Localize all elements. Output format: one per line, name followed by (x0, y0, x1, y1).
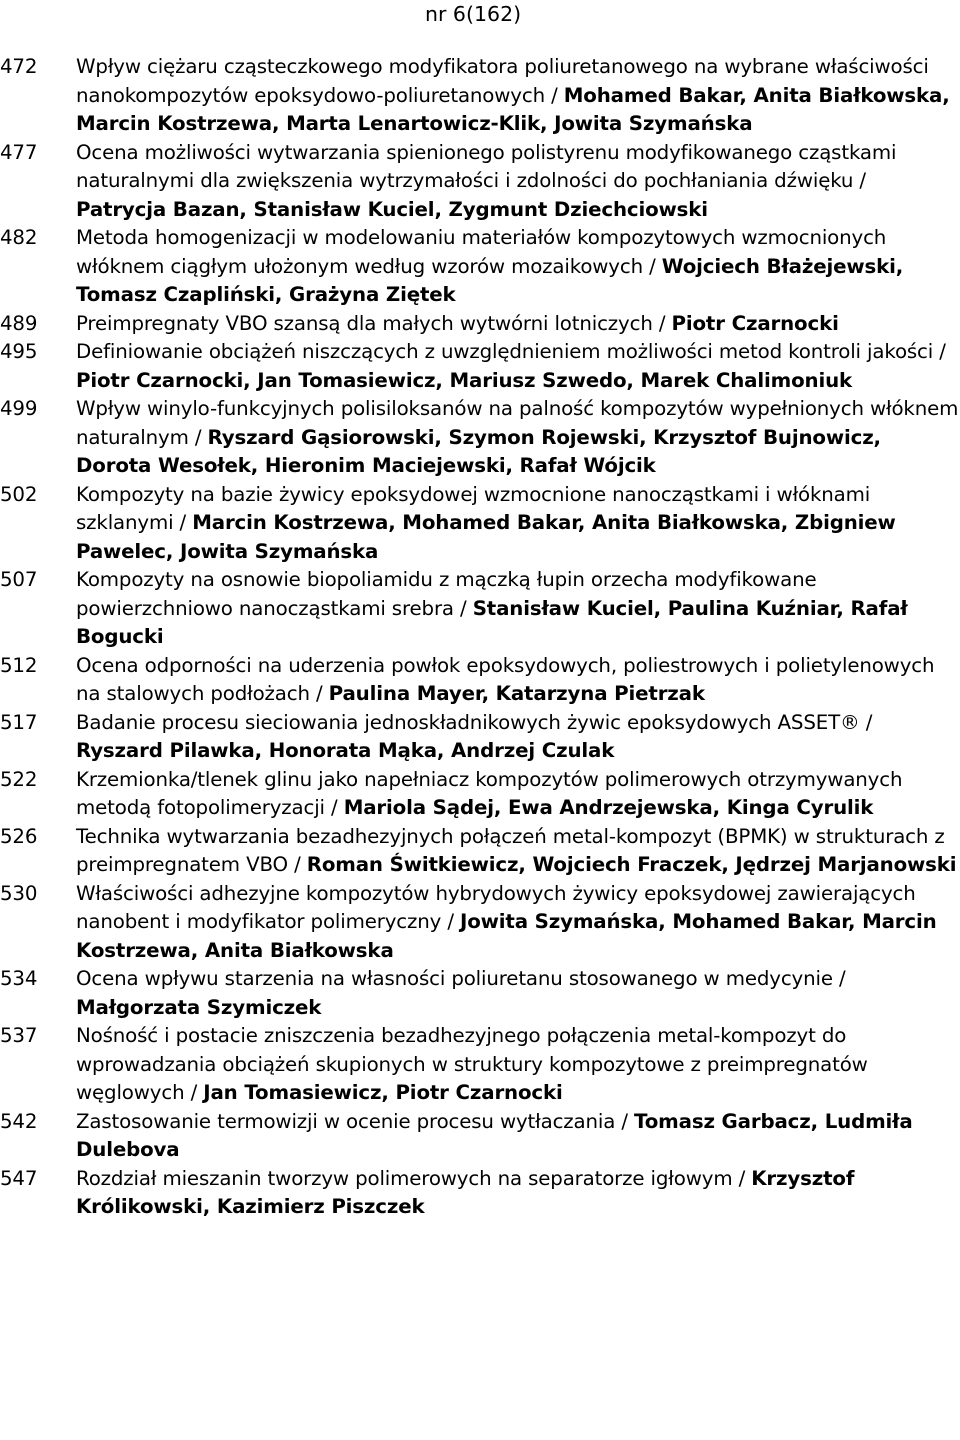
article-title: Wpływ winylo-funkcyjnych polisiloksanów na palność kompozytów wypełnionych włóknem naturalnym (76, 397, 959, 449)
page-number: 502 (0, 482, 38, 506)
toc-entry[interactable] (0, 481, 960, 567)
entry-text: Definiowanie obciążeń niszczących z uwzględnieniem możliwości metod kontroli jakości / Piotr Czarnocki, Jan Tomasiewicz, Mariusz Szwedo, Marek Chalimoniuk (76, 340, 946, 392)
article-title: Rozdział mieszanin tworzyw polimerowych na separatorze igłowym (76, 1166, 733, 1190)
article-authors: Krzysztof Królikowski, Kazimierz Piszczek (76, 1166, 855, 1218)
article-title: Badanie procesu sieciowania jednoskładnikowych żywic epoksydowych ASSET® (76, 710, 860, 734)
entry-text: Kompozyty na osnowie biopoliamidu z mączką łupin orzecha modyfikowane powierzchniowo nanocząstkami srebra / Stanisław Kuciel, Paulina Kuźniar, Rafał Bogucki (76, 568, 908, 648)
article-title: Kompozyty na bazie żywicy epoksydowej wzmocnione nanocząstkami i włóknami szklanymi (76, 482, 871, 534)
article-title: Technika wytwarzania bezadhezyjnych połączeń metal-kompozyt (BPMK) w strukturach z preimpregnatem VBO (76, 824, 945, 876)
entry-text: Ocena odporności na uderzenia powłok epoksydowych, poliestrowych i polietylenowych na stalowych podłożach / Paulina Mayer, Katarzyna Pietrzak (76, 653, 935, 705)
page-number: 489 (0, 311, 38, 335)
issue-number: nr 6(162) (425, 2, 522, 26)
page-number: 512 (0, 653, 38, 677)
entry-text: Technika wytwarzania bezadhezyjnych połączeń metal-kompozyt (BPMK) w strukturach z preimpregnatem VBO / Roman Świtkiewicz, Wojciech Fraczek, Jędrzej Marjanowski (76, 824, 957, 876)
entry-text: Ocena możliwości wytwarzania spienionego polistyrenu modyfikowanego cząstkami naturalnymi dla zwiększenia wytrzymałości i zdolności do pochłaniania dźwięku / Patrycja Bazan, Stanisław Kuciel, Zygmunt Dziechciowski (76, 140, 897, 221)
table-of-contents (0, 53, 960, 1222)
entry-text: Kompozyty na bazie żywicy epoksydowej wzmocnione nanocząstkami i włóknami szklanymi / Marcin Kostrzewa, Mohamed Bakar, Anita Białkowska, Zbigniew Pawelec, Jowita Szymańska (76, 482, 896, 563)
article-title: Metoda homogenizacji w modelowaniu materiałów kompozytowych wzmocnionych włóknem ciągłym ułożonym według wzorów mozaikowych (76, 226, 887, 278)
entry-text: Metoda homogenizacji w modelowaniu materiałów kompozytowych wzmocnionych włóknem ciągłym ułożonym według wzorów mozaikowych / Wojciech Błażejewski, Tomasz Czapliński, Grażyna Ziętek (76, 226, 904, 306)
article-title: Wpływ ciężaru cząsteczkowego modyfikatora poliuretanowego na wybrane właściwości nanokompozytów epoksydowo-poliuretanowych (76, 55, 929, 107)
toc-entry[interactable] (0, 1108, 960, 1165)
article-authors: Tomasz Garbacz, Ludmiła Dulebova (76, 1109, 913, 1161)
toc-entry[interactable] (0, 139, 960, 225)
toc-entry[interactable] (0, 338, 960, 395)
article-authors: Wojciech Błażejewski, Tomasz Czapliński, Grażyna Ziętek (76, 254, 904, 306)
article-authors: Jan Tomasiewicz, Piotr Czarnocki (203, 1081, 563, 1104)
article-authors: Patrycja Bazan, Stanisław Kuciel, Zygmunt Dziechciowski (76, 197, 708, 221)
page-header (0, 0, 960, 30)
article-authors: Mohamed Bakar, Anita Białkowska, Marcin Kostrzewa, Marta Lenartowicz-Klik, Jowita Szymańska (76, 83, 950, 135)
article-authors: Małgorzata Szymiczek (76, 995, 322, 1019)
page-number: 530 (0, 881, 38, 905)
page-number: 534 (0, 967, 38, 990)
article-title: Nośność i postacie zniszczenia bezadhezyjnego połączenia metal-kompozyt do wprowadzania obciążeń skupionych w struktury kompozytowe z preimpregnatów węglowych (76, 1024, 868, 1104)
entry-text: Rozdział mieszanin tworzyw polimerowych na separatorze igłowym / Krzysztof Królikowski, Kazimierz Piszczek (76, 1166, 855, 1218)
article-authors: Mariola Sądej, Ewa Andrzejewska, Kinga Cyrulik (343, 796, 874, 819)
page-number: 537 (0, 1024, 38, 1047)
article-title: Ocena wpływu starzenia na własności poliuretanu stosowanego w medycynie (76, 967, 833, 990)
page-number: 526 (0, 824, 38, 848)
article-authors: Stanisław Kuciel, Paulina Kuźniar, Rafał Bogucki (76, 596, 908, 648)
entry-text: Krzemionka/tlenek glinu jako napełniacz kompozytów polimerowych otrzymywanych metodą fotopolimeryzacji / Mariola Sądej, Ewa Andrzejewska, Kinga Cyrulik (76, 767, 903, 819)
page-number: 495 (0, 340, 38, 363)
toc-entry[interactable] (0, 53, 960, 139)
page-number: 499 (0, 397, 38, 420)
page-number: 547 (0, 1166, 38, 1190)
entry-text: Wpływ ciężaru cząsteczkowego modyfikatora poliuretanowego na wybrane właściwości nanokompozytów epoksydowo-poliuretanowych / Mohamed Bakar, Anita Białkowska, Marcin Kostrzewa, Marta Lenartowicz-Klik, Jowita Szymańska (76, 55, 950, 135)
article-authors: Jowita Szymańska, Mohamed Bakar, Marcin Kostrzewa, Anita Białkowska (76, 910, 937, 962)
page-number: 522 (0, 767, 38, 791)
toc-entry[interactable] (0, 823, 960, 880)
entry-text: Zastosowanie termowizji w ocenie procesu wytłaczania / Tomasz Garbacz, Ludmiła Dulebova (76, 1109, 913, 1161)
article-authors: Roman Świtkiewicz, Wojciech Fraczek, Jędrzej Marjanowski (306, 853, 957, 876)
article-authors: Piotr Czarnocki (671, 311, 839, 335)
page-number: 542 (0, 1109, 38, 1133)
page-number: 472 (0, 55, 38, 78)
article-title: Właściwości adhezyjne kompozytów hybrydowych żywicy epoksydowej zawierających nanobent i modyfikator polimeryczny (76, 881, 916, 933)
toc-entry[interactable] (0, 880, 960, 966)
article-title: Kompozyty na osnowie biopoliamidu z mączką łupin orzecha modyfikowane powierzchniowo nanocząstkami srebra (76, 568, 817, 620)
toc-entry[interactable] (0, 652, 960, 709)
entry-text: Preimpregnaty VBO szansą dla małych wytwórni lotniczych / Piotr Czarnocki (76, 311, 839, 335)
toc-entry[interactable] (0, 709, 960, 766)
toc-entry[interactable] (0, 566, 960, 652)
page-number: 482 (0, 226, 38, 249)
toc-entry[interactable] (0, 1165, 960, 1222)
toc-entry[interactable] (0, 310, 960, 339)
entry-text: Ocena wpływu starzenia na własności poliuretanu stosowanego w medycynie / Małgorzata Szymiczek (76, 967, 846, 1019)
page-number: 517 (0, 710, 38, 734)
article-authors: Marcin Kostrzewa, Mohamed Bakar, Anita Białkowska, Zbigniew Pawelec, Jowita Szymańska (76, 511, 896, 563)
entry-text: Wpływ winylo-funkcyjnych polisiloksanów na palność kompozytów wypełnionych włóknem naturalnym / Ryszard Gąsiorowski, Szymon Rojewski, Krzysztof Bujnowicz, Dorota Wesołek, Hieronim Maciejewski, Rafał Wójcik (76, 397, 959, 477)
page-number: 507 (0, 568, 38, 591)
article-title: Ocena odporności na uderzenia powłok epoksydowych, poliestrowych i polietylenowych na stalowych podłożach (76, 653, 935, 705)
article-authors: Ryszard Gąsiorowski, Szymon Rojewski, Krzysztof Bujnowicz, Dorota Wesołek, Hieronim Maciejewski, Rafał Wójcik (76, 425, 881, 477)
article-title: Preimpregnaty VBO szansą dla małych wytwórni lotniczych (76, 311, 653, 335)
article-title: Zastosowanie termowizji w ocenie procesu wytłaczania (76, 1109, 616, 1133)
toc-entry[interactable] (0, 965, 960, 1022)
article-title: Krzemionka/tlenek glinu jako napełniacz kompozytów polimerowych otrzymywanych metodą fotopolimeryzacji (76, 767, 903, 819)
article-authors: Ryszard Pilawka, Honorata Mąka, Andrzej Czulak (76, 739, 615, 762)
entry-text: Badanie procesu sieciowania jednoskładnikowych żywic epoksydowych ASSET® / Ryszard Pilawka, Honorata Mąka, Andrzej Czulak (76, 710, 873, 762)
toc-entry[interactable] (0, 1022, 960, 1108)
toc-entry[interactable] (0, 224, 960, 310)
article-title: Ocena możliwości wytwarzania spienionego polistyrenu modyfikowanego cząstkami naturalnymi dla zwiększenia wytrzymałości i zdolności do pochłaniania dźwięku (76, 140, 897, 192)
article-title: Definiowanie obciążeń niszczących z uwzględnieniem możliwości metod kontroli jakości (76, 340, 934, 363)
toc-entry[interactable] (0, 395, 960, 481)
article-authors: Piotr Czarnocki, Jan Tomasiewicz, Mariusz Szwedo, Marek Chalimoniuk (76, 368, 853, 392)
entry-text: Właściwości adhezyjne kompozytów hybrydowych żywicy epoksydowej zawierających nanobent i modyfikator polimeryczny / Jowita Szymańska, Mohamed Bakar, Marcin Kostrzewa, Anita Białkowska (76, 881, 937, 962)
entry-text: Nośność i postacie zniszczenia bezadhezyjnego połączenia metal-kompozyt do wprowadzania obciążeń skupionych w struktury kompozytowe z preimpregnatów węglowych / Jan Tomasiewicz, Piotr Czarnocki (76, 1024, 868, 1104)
article-authors: Paulina Mayer, Katarzyna Pietrzak (328, 682, 705, 705)
page-number: 477 (0, 140, 38, 164)
toc-entry[interactable] (0, 766, 960, 823)
